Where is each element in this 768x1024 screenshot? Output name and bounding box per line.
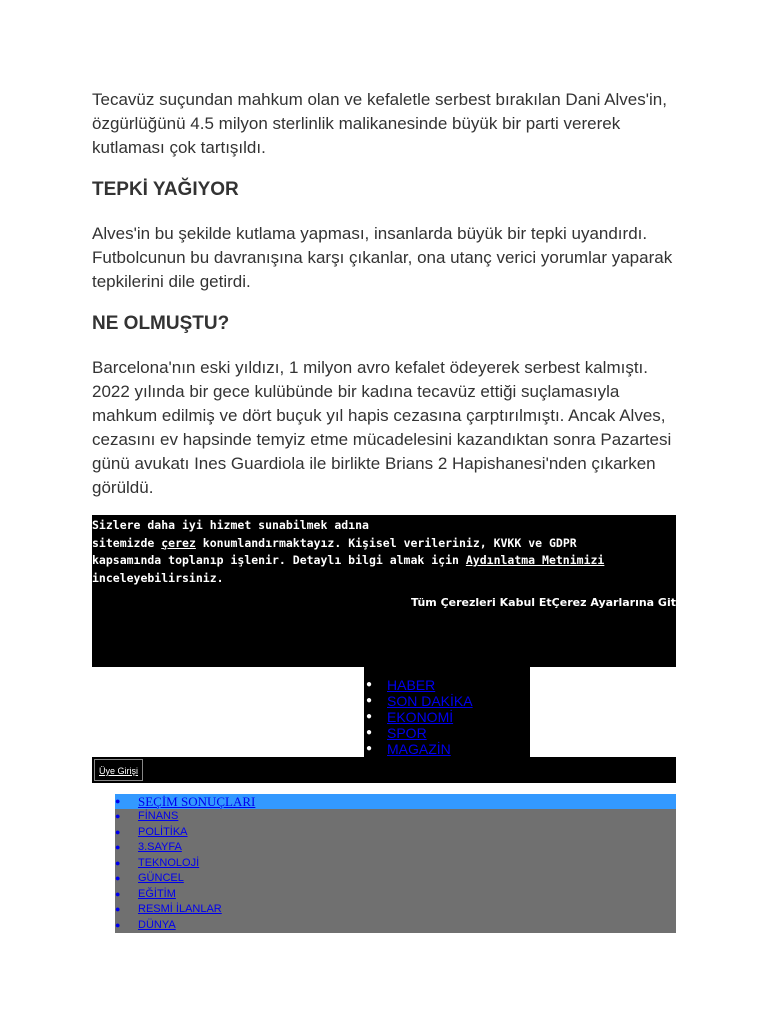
- bullet-icon: ●: [115, 888, 121, 899]
- top-nav-link[interactable]: MAGAZİN: [387, 741, 451, 757]
- section-heading-tepki: TEPKİ YAĞIYOR: [92, 179, 239, 200]
- category-link[interactable]: FİNANS: [138, 810, 179, 822]
- category-menu: [115, 794, 676, 933]
- top-nav-list: [364, 667, 530, 757]
- bullet-icon: ●: [115, 811, 121, 821]
- bullet-icon: ●: [115, 857, 121, 868]
- top-navigation: [364, 667, 530, 757]
- cookie-text-part-3: inceleyebilirsiniz.: [92, 553, 612, 585]
- article-paragraph-2: Alves'in bu şekilde kutlama yapması, insanlarda büyük bir tepki uyandırdı. Futbolcunun bu davranışına karşı çıkanlar, ona utanç verici yorumlar yaparak tepkilerini dile getirdi.: [92, 224, 673, 291]
- category-link[interactable]: EĞİTİM: [138, 887, 176, 900]
- category-item: [115, 918, 676, 934]
- bullet-icon: ●: [115, 873, 121, 883]
- category-link[interactable]: POLİTİKA: [138, 825, 188, 838]
- top-nav-item: [364, 709, 530, 725]
- cookie-text-part-2: konumlandırmaktayız. Kişisel verileriniz, KVKK ve GDPR kapsamında toplanıp işlenir. Detaylı bilgi almak için: [92, 535, 577, 567]
- top-nav-item: [364, 677, 530, 693]
- top-nav-link[interactable]: HABER: [387, 677, 436, 693]
- member-bar: [92, 757, 676, 783]
- aydinlatma-metni-link[interactable]: Aydınlatma Metnimizi: [465, 553, 605, 567]
- category-link[interactable]: 3.SAYFA: [138, 841, 182, 853]
- bullet-icon: ●: [366, 727, 373, 738]
- cookie-notice-text: [92, 517, 676, 587]
- accept-all-cookies-button[interactable]: Tüm Çerezleri Kabul Et: [410, 596, 552, 609]
- bullet-icon: ●: [366, 679, 373, 690]
- top-nav-item: [364, 741, 530, 757]
- category-list: [115, 794, 676, 933]
- category-item: [115, 825, 676, 841]
- article-paragraph-3: Barcelona'nın eski yıldızı, 1 milyon avro kefalet ödeyerek serbest kalmıştı. 2022 yılında bir gece kulübünde bir kadına tecavüz ettiği suçlamasıyla mahkum edilmiş ve dört buçuk yıl hapis cezasına çarptırılmıştı. Ancak Alves, cezasını ev hapsinde temyiz etme mücadelesini kazandıktan sonra Pazartesi günü avukatı Ines Guardiola ile birlikte Brians 2 Hapishanesi'nden çıkarken görüldü.: [92, 358, 672, 497]
- cookie-actions: [411, 596, 676, 609]
- category-link[interactable]: GÜNCEL: [138, 872, 184, 884]
- category-item: [115, 809, 676, 825]
- category-item: [115, 902, 676, 918]
- cerez-link[interactable]: çerez: [161, 535, 196, 550]
- bullet-icon: ●: [366, 711, 373, 722]
- top-nav-link[interactable]: SON DAKİKA: [387, 693, 473, 709]
- category-item: [115, 871, 676, 887]
- article-paragraph-1: Tecavüz suçundan mahkum olan ve kefaletle serbest bırakılan Dani Alves'in, özgürlüğünü 4.5 milyon sterlinlik malikanesinde büyük bir parti vererek kutlaması çok tartışıldı.: [92, 90, 667, 157]
- section-heading-ne-olmustu: NE OLMUŞTU?: [92, 313, 230, 334]
- top-nav-link[interactable]: EKONOMİ: [387, 709, 454, 725]
- category-item: [115, 856, 676, 872]
- top-nav-item: [364, 725, 530, 741]
- cookie-settings-button[interactable]: Çerez Ayarlarına Git: [551, 596, 676, 609]
- category-link[interactable]: RESMİ İLANLAR: [138, 903, 222, 915]
- category-item: [115, 794, 676, 809]
- member-login-button[interactable]: Üye Girişi: [94, 759, 143, 781]
- top-nav-link[interactable]: SPOR: [387, 725, 427, 741]
- category-item: [115, 887, 676, 903]
- bullet-icon: ●: [115, 796, 121, 806]
- category-link[interactable]: SEÇİM SONUÇLARI: [138, 794, 256, 809]
- category-link[interactable]: DÜNYA: [138, 918, 176, 931]
- bullet-icon: ●: [366, 695, 373, 706]
- bullet-icon: ●: [115, 919, 121, 930]
- bullet-icon: ●: [115, 826, 121, 837]
- bullet-icon: ●: [115, 842, 121, 852]
- bullet-icon: ●: [366, 743, 373, 754]
- bullet-icon: ●: [115, 904, 121, 914]
- cookie-consent-banner: [92, 515, 676, 667]
- category-link[interactable]: TEKNOLOJİ: [138, 856, 200, 869]
- category-item: [115, 840, 676, 856]
- top-nav-item: [364, 693, 530, 709]
- cookie-text-part-1: Sizlere daha iyi hizmet sunabilmek adına sitemizde: [92, 518, 369, 550]
